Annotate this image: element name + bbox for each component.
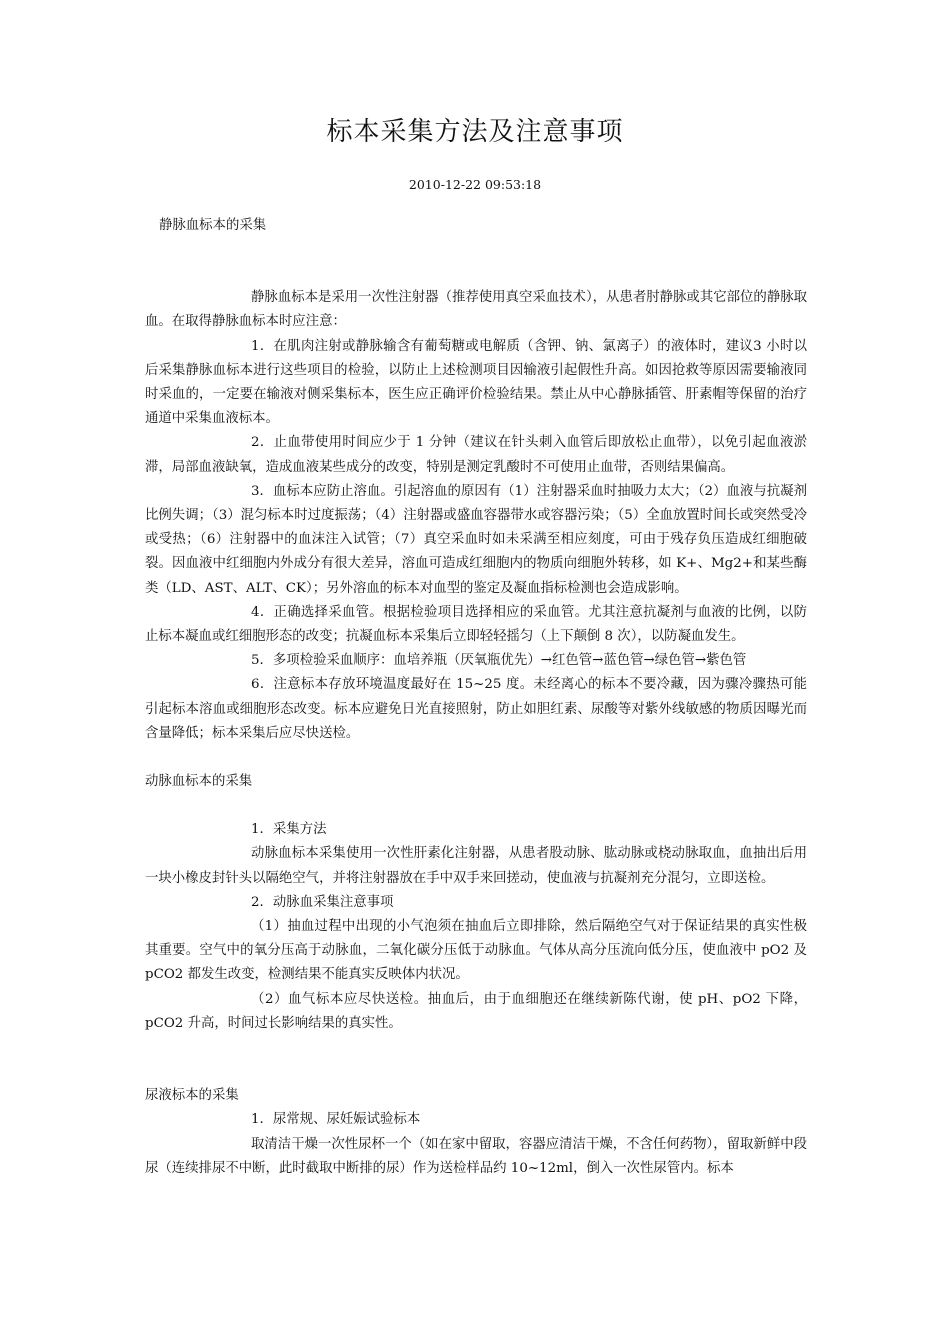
section-heading-arterial: 动脉血标本的采集 [145,774,253,790]
paragraph-venous-item-1: 1．在肌肉注射或静脉输含有葡萄糖或电解质（含钾、钠、氯离子）的液体时，建议3 小时以后采集静脉血标本进行这些项目的检验，以防止上述检测项目因输液引起假性升高。如因抢救等原因需要输液同时采血的，一定要在输液对侧采集标本，医生应正确评价检验结果。禁止从中心静脉插管、肝素帽等保留的治疗通道中采集血液标本。 [145,338,807,427]
page-title: 标本采集方法及注意事项 [326,117,624,147]
paragraph-venous-item-2: 2．止血带使用时间应少于 1 分钟（建议在针头刺入血管后即放松止血带），以免引起血液淤滞，局部血液缺氧，造成血液某些成分的改变，特别是测定乳酸时不可使用止血带，否则结果偏高。 [145,435,807,475]
paragraph-venous-item-5: 5．多项检验采血顺序：血培养瓶（厌氧瓶优先）→红色管→蓝色管→绿色管→紫色管 [251,653,747,669]
document-body [145,214,807,1181]
publish-date: 2010-12-22 09:53:18 [408,177,542,192]
paragraph-arterial-note-2: （2）血气标本应尽快送检。抽血后，由于血细胞还在继续新陈代谢，使 pH、pO2 下降，pCO2 升高，时间过长影响结果的真实性。 [145,991,807,1031]
paragraph-venous-item-6: 6．注意标本存放环境温度最好在 15~25 度。未经离心的标本不要冷藏，因为骤冷骤热可能引起标本溶血或细胞形态改变。标本应避免日光直接照射，防止如胆红素、尿酸等对紫外线敏感的物质因曝光而含量降低；标本采集后应尽快送检。 [145,677,807,741]
section-heading-urine: 尿液标本的采集 [145,1088,239,1104]
spacer [145,794,807,818]
spacer [145,1036,807,1084]
paragraph-venous-intro: 静脉血标本是采用一次性注射器（推荐使用真空采血技术），从患者肘静脉或其它部位的静脉取血。在取得静脉血标本时应注意： [145,290,807,330]
section-heading-venous: 静脉血标本的采集 [159,218,267,233]
paragraph-arterial-method: 动脉血标本采集使用一次性肝素化注射器，从患者股动脉、肱动脉或桡动脉取血，血抽出后用一块小橡皮封针头以隔绝空气，并将注射器放在手中双手来回搓动，使血液与抗凝剂充分混匀，立即送检。 [145,846,807,886]
paragraph-venous-item-4: 4．正确选择采血管。根据检验项目选择相应的采血管。尤其注意抗凝剂与血液的比例，以防止标本凝血或红细胞形态的改变；抗凝血标本采集后立即轻轻摇匀（上下颠倒 8 次），以防凝血发生。 [145,604,807,645]
paragraph-urine-routine: 取清洁干燥一次性尿杯一个（如在家中留取，容器应清洁干燥，不含任何药物），留取新鲜中段尿（连续排尿不中断，此时截取中断排的尿）作为送检样品约 10~12ml，倒入一次性尿管内。标本 [145,1136,807,1176]
paragraph-venous-item-3: 3．血标本应防止溶血。引起溶血的原因有（1）注射器采血时抽吸力太大；（2）血液与抗凝剂比例失调；（3）混匀标本时过度振荡；（4）注射器或盛血容器带水或容器污染；（5）全血放置时间长或突然受冷或受热；（6）注射器中的血沫注入试管；（7）真空采血时如未采满至相应刻度，可由于残存负压造成红细胞破裂。因血液中红细胞内外成分有很大差异，溶血可造成红细胞内的物质向细胞外转移，如 K+、Mg2+和某些酶类（LD、AST、ALT、CK）；另外溶血的标本对血型的鉴定及凝血指标检测也会造成影响。 [145,483,807,596]
subheading-arterial-method: 1．采集方法 [251,822,327,838]
subheading-urine-routine: 1．尿常规、尿妊娠试验标本 [251,1112,421,1128]
paragraph-arterial-note-1: （1）抽血过程中出现的小气泡须在抽血后立即排除，然后隔绝空气对于保证结果的真实性极其重要。空气中的氧分压高于动脉血，二氧化碳分压低于动脉血。气体从高分压流向低分压，使血液中 pO2 及 pCO2 都发生改变，检测结果不能真实反映体内状况。 [145,919,807,983]
spacer [145,746,807,770]
subheading-arterial-notes: 2．动脉血采集注意事项 [251,894,394,910]
spacer [145,238,807,286]
